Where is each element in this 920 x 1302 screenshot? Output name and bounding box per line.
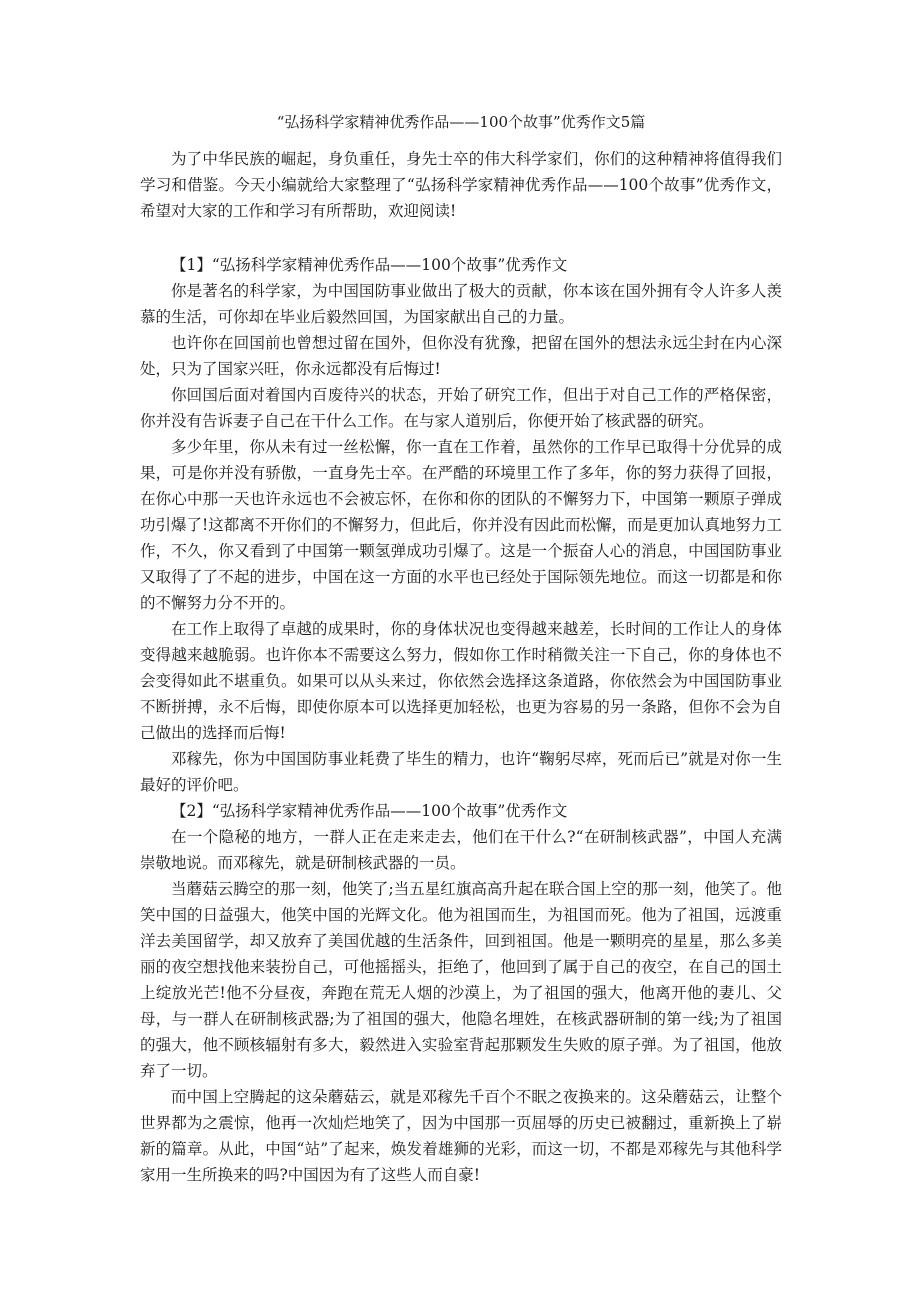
document-content (140, 110, 782, 1188)
document-title: “弘扬科学家精神优秀作品——100个故事”优秀作文5篇 (276, 113, 646, 131)
section-2-paragraph-2: 当蘑菇云腾空的那一刻，他笑了;当五星红旗高高升起在联合国上空的那一刻，他笑了。他笑中国的日益强大，他笑中国的光辉文化。他为祖国而生，为祖国而死。他为了祖国，远渡重洋去美国留学，却又放弃了美国优越的生活条件，回到祖国。他是一颗明亮的星星，那么多美丽的夜空想找他来装扮自己，可他摇摇头，拒绝了，他回到了属于自己的夜空，在自己的国土上绽放光芒!他不分昼夜，奔跑在荒无人烟的沙漠上，为了祖国的强大，他离开他的妻儿、父母，与一群人在研制核武器;为了祖国的强大，他隐名埋姓，在核武器研制的第一线;为了祖国的强大，他不顾核辐射有多大，毅然进入实验室背起那颗发生失败的原子弹。为了祖国，他放弃了一切。 (140, 880, 782, 1080)
section-1-paragraph-1: 你是著名的科学家，为中国国防事业做出了极大的贡献，你本该在国外拥有令人许多人羡慕的生活，可你却在毕业后毅然回国，为国家献出自己的力量。 (140, 282, 782, 326)
section-1-paragraph-3: 你回国后面对着国内百废待兴的状态，开始了研究工作，但出于对自己工作的严格保密，你并没有告诉妻子自己在干什么工作。在与家人道别后，你便开始了核武器的研究。 (140, 386, 782, 430)
section-2-heading: 【2】“弘扬科学家精神优秀作品——100个故事”优秀作文 (171, 802, 568, 820)
section-spacer (140, 224, 782, 252)
section-1-heading: 【1】“弘扬科学家精神优秀作品——100个故事”优秀作文 (171, 256, 568, 274)
section-2-paragraph-3: 而中国上空腾起的这朵蘑菇云，就是邓稼先千百个不眠之夜换来的。这朵蘑菇云，让整个世界都为之震惊，他再一次灿烂地笑了，因为中国那一页屈辱的历史已被翻过，重新换上了崭新的篇章。从此，中国“站”了起来，焕发着雄狮的光彩，而这一切，不都是邓稼先与其他科学家用一生所换来的吗?中国因为有了这些人而自豪! (140, 1088, 782, 1184)
section-1-paragraph-2: 也许你在回国前也曾想过留在国外，但你没有犹豫，把留在国外的想法永远尘封在内心深处，只为了国家兴旺，你永远都没有后悔过! (140, 334, 782, 378)
section-1-paragraph-4: 多少年里，你从未有过一丝松懈，你一直在工作着，虽然你的工作早已取得十分优异的成果，可是你并没有骄傲，一直身先士卒。在严酷的环境里工作了多年，你的努力获得了回报，在你心中那一天也许永远也不会被忘怀，在你和你的团队的不懈努力下，中国第一颗原子弹成功引爆了!这都离不开你们的不懈努力，但此后，你并没有因此而松懈，而是更加认真地努力工作，不久，你又看到了中国第一颗氢弹成功引爆了。这是一个振奋人心的消息，中国国防事业又取得了了不起的进步，中国在这一方面的水平也已经处于国际领先地位。而这一切都是和你的不懈努力分不开的。 (140, 438, 782, 612)
section-1-paragraph-6: 邓稼先，你为中国国防事业耗费了毕生的精力，也许“鞠躬尽瘁，死而后已”就是对你一生最好的评价吧。 (140, 750, 782, 794)
section-2-paragraph-1: 在一个隐秘的地方，一群人正在走来走去，他们在干什么?“在研制核武器”，中国人充满崇敬地说。而邓稼先，就是研制核武器的一员。 (140, 828, 782, 872)
intro-paragraph: 为了中华民族的崛起，身负重任，身先士卒的伟大科学家们，你们的这种精神将值得我们学习和借鉴。今天小编就给大家整理了“弘扬科学家精神优秀作品——100个故事”优秀作文，希望对大家的工作和学习有所帮助，欢迎阅读! (140, 150, 782, 220)
section-1-paragraph-5: 在工作上取得了卓越的成果时，你的身体状况也变得越来越差，长时间的工作让人的身体变得越来越脆弱。也许你本不需要这么努力，假如你工作时稍微关注一下自己，你的身体也不会变得如此不堪重负。如果可以从头来过，你依然会选择这条道路，你依然会为中国国防事业不断拼搏，永不后悔，即使你原本可以选择更加轻松，也更为容易的另一条路，但你不会为自己做出的选择而后悔! (140, 620, 782, 742)
